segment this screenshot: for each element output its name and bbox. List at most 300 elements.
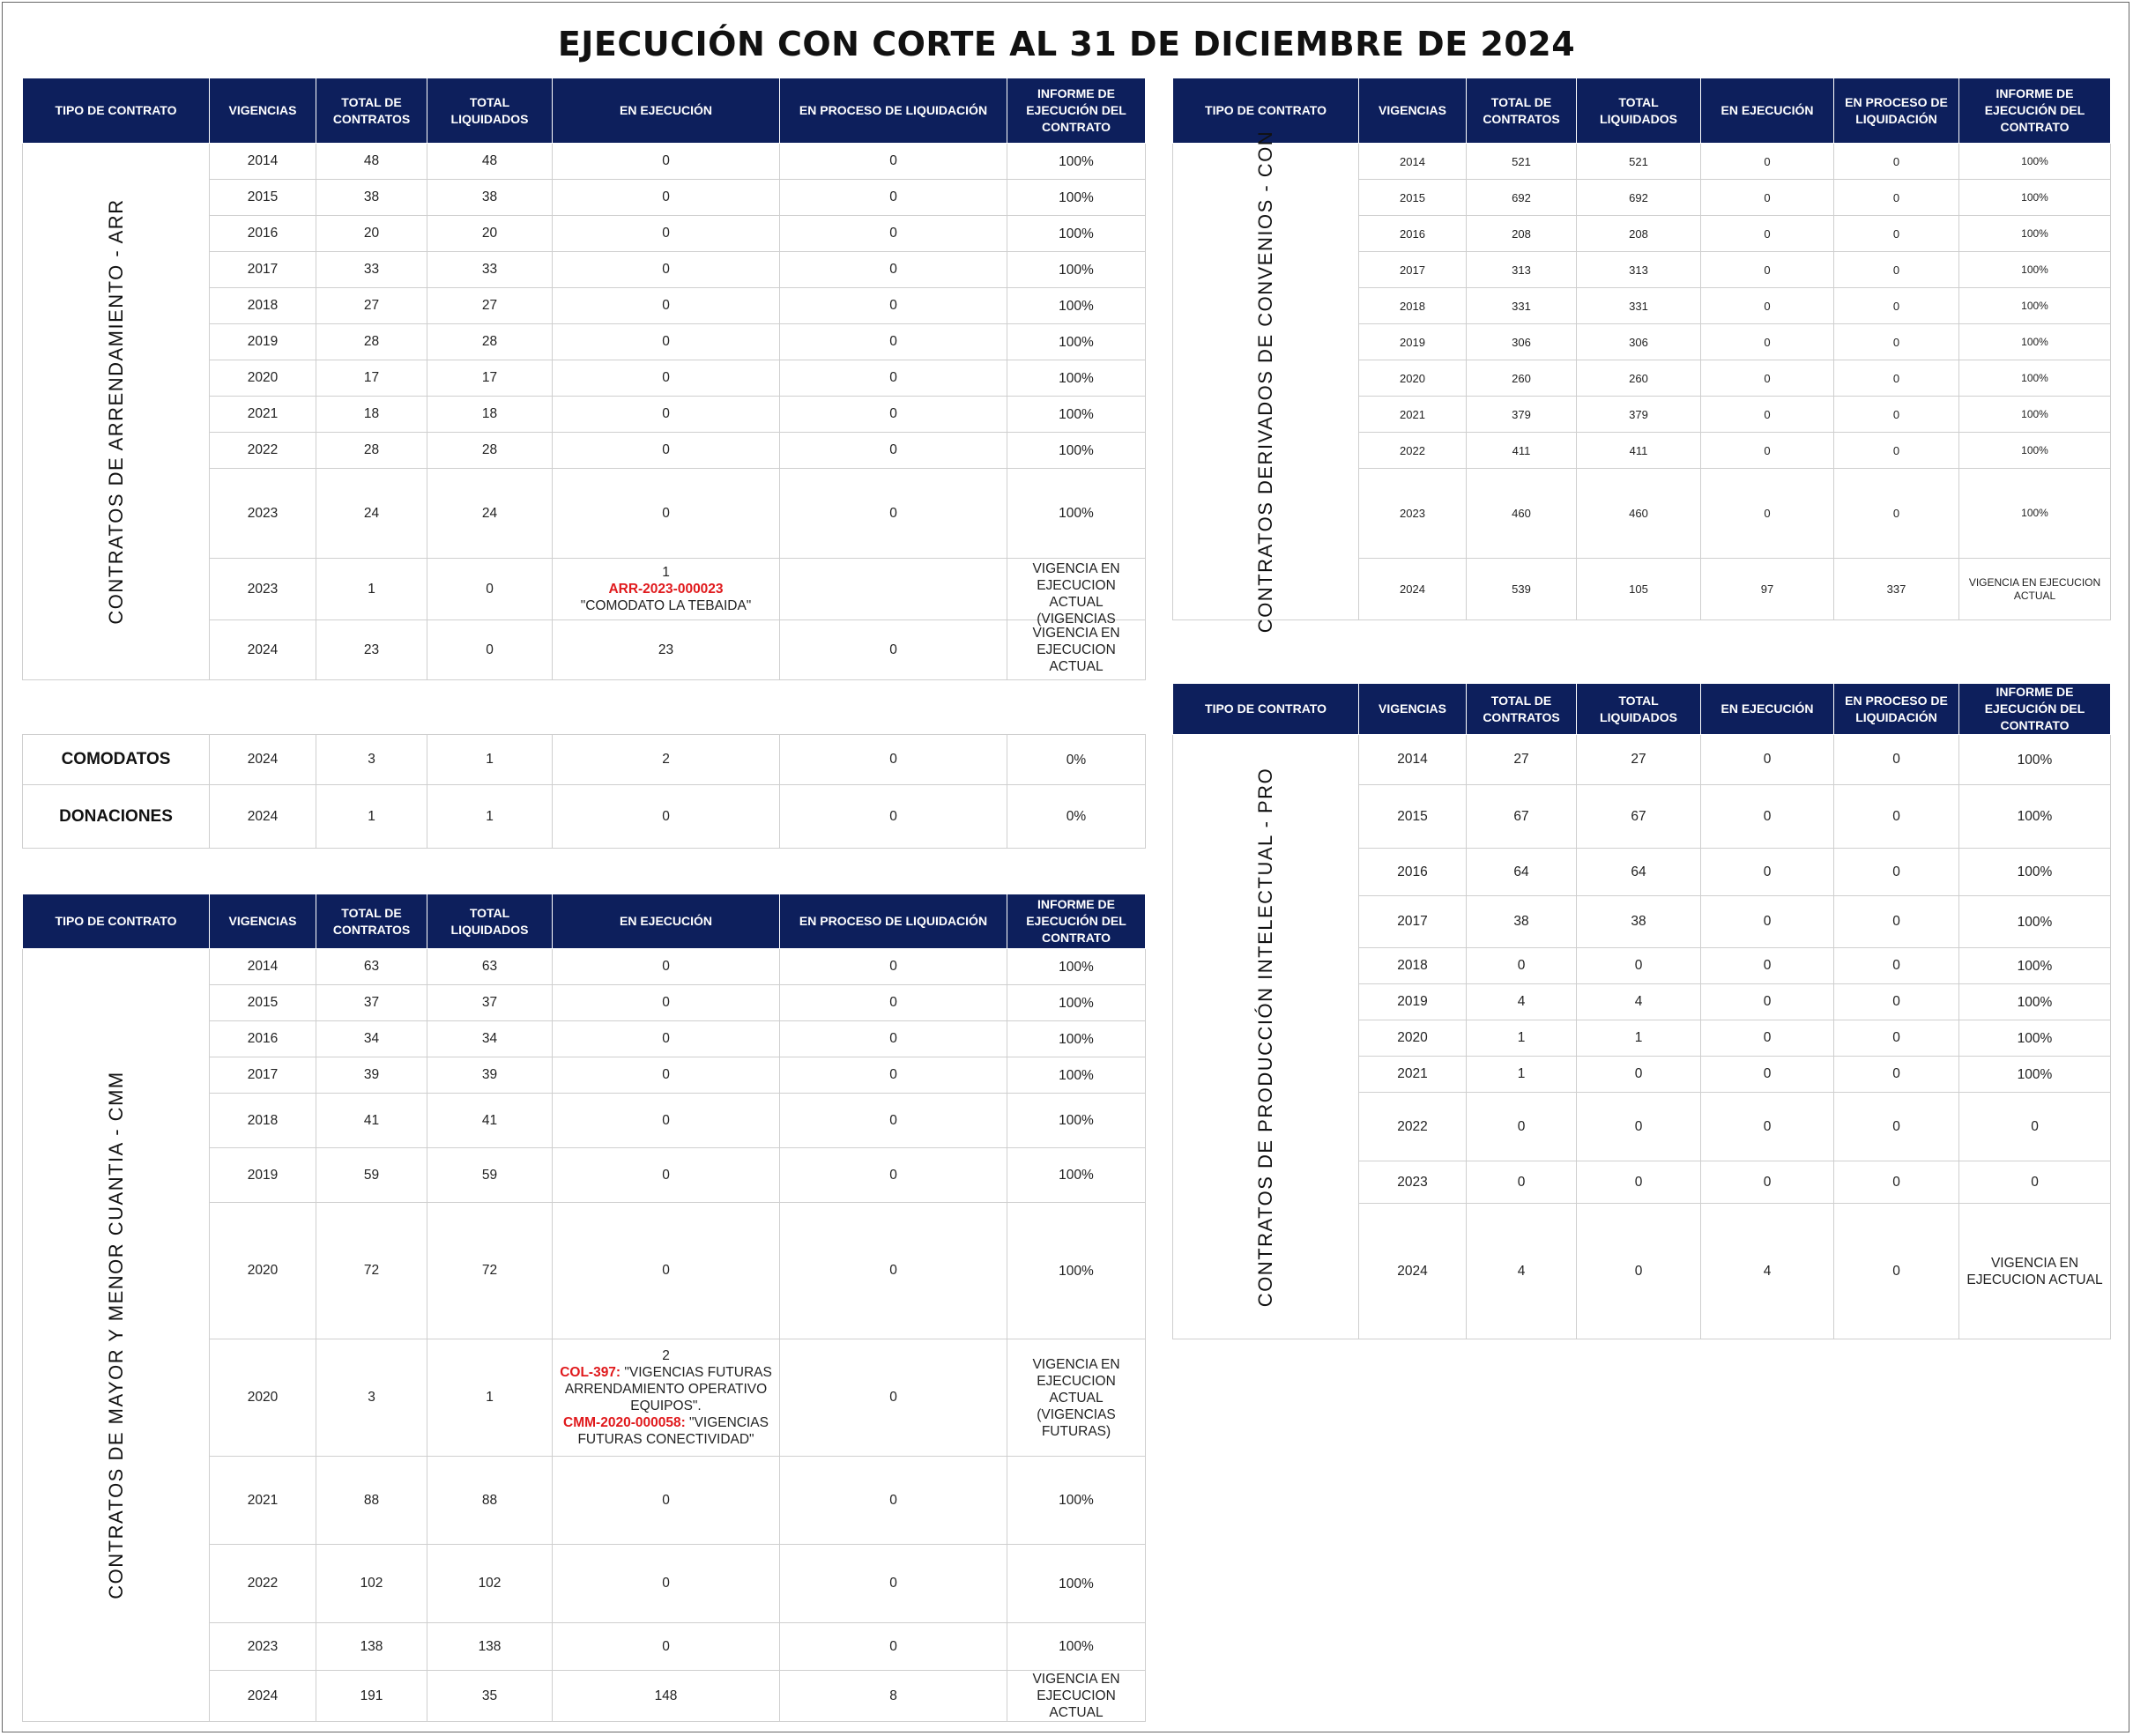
cell-proceso: 0	[780, 1339, 1007, 1457]
cell-ejecucion: 0	[553, 949, 780, 985]
cell-total: 191	[316, 1671, 427, 1722]
header-proceso: EN PROCESO DE LIQUIDACIÓN	[780, 894, 1007, 949]
cell-ejecucion: 0	[1701, 324, 1834, 360]
header-informe: INFORME DE EJECUCIÓN DEL CONTRATO	[1007, 78, 1146, 144]
cell-liquidados: 20	[427, 216, 553, 252]
cell-total: 102	[316, 1545, 427, 1623]
cell-liquidados: 0	[1577, 948, 1701, 984]
cell-ejecucion: 0	[553, 1094, 780, 1148]
cell-informe: 100%	[1959, 288, 2111, 324]
cell-informe: 100%	[1959, 984, 2111, 1020]
header-informe: INFORME DE EJECUCIÓN DEL CONTRATO	[1007, 894, 1146, 949]
cell-proceso: 0	[780, 469, 1007, 559]
cell-ejecucion: 0	[553, 216, 780, 252]
header-ejecucion: EN EJECUCIÓN	[553, 78, 780, 144]
cell-liquidados: 138	[427, 1623, 553, 1671]
header-proceso: EN PROCESO DE LIQUIDACIÓN	[1834, 78, 1959, 144]
cell-informe: 100%	[1959, 216, 2111, 252]
header-total: TOTAL DE CONTRATOS	[316, 894, 427, 949]
cell-liquidados: 379	[1577, 397, 1701, 433]
header-liquidados: TOTAL LIQUIDADOS	[427, 894, 553, 949]
cell-proceso: 0	[780, 1623, 1007, 1671]
cell-proceso: 0	[1834, 849, 1959, 896]
cell-total: 27	[1467, 735, 1577, 785]
cell-ejecucion: 0	[1701, 984, 1834, 1020]
cell-liquidados: 28	[427, 433, 553, 469]
cell-proceso: 0	[780, 360, 1007, 397]
cell-vigencia: 2017	[1359, 252, 1467, 288]
cell-informe: VIGENCIA EN EJECUCION ACTUAL	[1959, 1204, 2111, 1339]
cell-proceso: 0	[780, 216, 1007, 252]
cell-proceso: 0	[780, 252, 1007, 288]
table-row	[23, 785, 1146, 849]
contract-type-cell	[1173, 130, 1359, 634]
cell-ejecucion: 0	[553, 1021, 780, 1057]
cell-informe: 0%	[1007, 785, 1146, 849]
cell-total: 48	[316, 144, 427, 180]
cell-total: 692	[1467, 180, 1577, 216]
table-header-row	[23, 894, 1146, 949]
cmm-table	[22, 894, 1146, 1722]
arr-table	[22, 78, 1146, 680]
cell-ejecucion: 0	[1701, 1161, 1834, 1204]
cell-total: 33	[316, 252, 427, 288]
cell-informe: 100%	[1007, 216, 1146, 252]
cell-informe: 100%	[1007, 324, 1146, 360]
cell-liquidados: 1	[1577, 1020, 1701, 1057]
contract-note: "VIGENCIAS FUTURAS CONECTIVIDAD"	[577, 1415, 769, 1447]
cell-total: 521	[1467, 144, 1577, 180]
cell-informe: 100%	[1959, 433, 2111, 469]
cell-ejecucion: 0	[553, 180, 780, 216]
cell-ejecucion: 0	[553, 144, 780, 180]
cell-proceso: 0	[1834, 785, 1959, 849]
cell-proceso: 8	[780, 1671, 1007, 1722]
cell-informe: 100%	[1007, 1094, 1146, 1148]
table-row	[23, 949, 1146, 985]
cell-total: 1	[316, 785, 427, 849]
contract-type-label: CONTRATOS DERIVADOS DE CONVENIOS - CON	[1254, 130, 1276, 634]
cell-ejecucion: 0	[553, 1057, 780, 1094]
page-title: EJECUCIÓN CON CORTE AL 31 DE DICIEMBRE DE 2024	[557, 25, 1576, 63]
cell-total: 379	[1467, 397, 1577, 433]
cell-ejecucion: 4	[1701, 1204, 1834, 1339]
cell-total: 27	[316, 288, 427, 324]
cell-total: 539	[1467, 559, 1577, 620]
cell-proceso	[780, 559, 1007, 620]
cell-vigencia: 2024	[210, 620, 316, 680]
contract-type-cell	[23, 949, 210, 1722]
cell-liquidados: 38	[427, 180, 553, 216]
cell-ejecucion: 0	[553, 1148, 780, 1203]
cell-liquidados: 105	[1577, 559, 1701, 620]
cell-informe: 100%	[1007, 180, 1146, 216]
cell-proceso: 0	[1834, 1093, 1959, 1161]
cell-total: 4	[1467, 1204, 1577, 1339]
cell-ejecucion: 0	[553, 985, 780, 1021]
cell-ejecucion: 0	[1701, 896, 1834, 948]
cell-informe: 100%	[1007, 360, 1146, 397]
cell-total: 38	[316, 180, 427, 216]
cell-liquidados: 0	[427, 559, 553, 620]
cell-liquidados: 63	[427, 949, 553, 985]
cell-proceso: 0	[780, 397, 1007, 433]
cell-vigencia: 2015	[210, 180, 316, 216]
cell-total: 64	[1467, 849, 1577, 896]
header-total: TOTAL DE CONTRATOS	[316, 78, 427, 144]
cell-informe: 100%	[1959, 1020, 2111, 1057]
cell-vigencia: 2015	[1359, 785, 1467, 849]
cell-total: 63	[316, 949, 427, 985]
cell-total: 0	[1467, 1093, 1577, 1161]
header-vigencias: VIGENCIAS	[1359, 684, 1467, 735]
cell-ejecucion: 0	[553, 469, 780, 559]
cell-liquidados: 1	[427, 785, 553, 849]
cell-total: 37	[316, 985, 427, 1021]
cell-proceso: 0	[780, 180, 1007, 216]
cell-informe: 100%	[1007, 144, 1146, 180]
header-informe: INFORME DE EJECUCIÓN DEL CONTRATO	[1959, 78, 2111, 144]
cell-informe: 100%	[1007, 252, 1146, 288]
cell-liquidados: 39	[427, 1057, 553, 1094]
cell-proceso: 0	[1834, 324, 1959, 360]
contract-code: COL-397:	[560, 1365, 621, 1380]
cell-total: 331	[1467, 288, 1577, 324]
cell-liquidados: 331	[1577, 288, 1701, 324]
cell-vigencia: 2018	[210, 288, 316, 324]
cell-total: 18	[316, 397, 427, 433]
cell-liquidados: 306	[1577, 324, 1701, 360]
cell-informe: VIGENCIA EN EJECUCION ACTUAL	[1959, 559, 2111, 620]
cell-liquidados: 33	[427, 252, 553, 288]
cell-total: 3	[316, 735, 427, 785]
cell-informe: VIGENCIA EN EJECUCION ACTUAL (VIGENCIAS FUTURAS)	[1007, 1339, 1146, 1457]
cell-total: 411	[1467, 433, 1577, 469]
table-header-row	[1173, 78, 2111, 144]
header-informe: INFORME DE EJECUCIÓN DEL CONTRATO	[1959, 684, 2111, 735]
cell-ejecucion: 0	[1701, 469, 1834, 559]
cell-informe: 100%	[1007, 985, 1146, 1021]
cell-ejecucion: 0	[1701, 433, 1834, 469]
contract-type-label: CONTRATOS DE ARRENDAMIENTO - ARR	[104, 198, 127, 625]
cell-vigencia: 2024	[210, 1671, 316, 1722]
cell-liquidados: 411	[1577, 433, 1701, 469]
cell-informe: 100%	[1959, 849, 2111, 896]
cell-ejecucion: 0	[1701, 735, 1834, 785]
cell-proceso: 0	[1834, 896, 1959, 948]
cell-proceso: 0	[1834, 984, 1959, 1020]
cell-liquidados: 48	[427, 144, 553, 180]
cell-proceso: 0	[780, 985, 1007, 1021]
cell-ejecucion: 0	[553, 252, 780, 288]
cell-liquidados: 1	[427, 735, 553, 785]
cell-informe: 100%	[1959, 735, 2111, 785]
cell-liquidados: 1	[427, 1339, 553, 1457]
cell-liquidados: 4	[1577, 984, 1701, 1020]
header-tipo: TIPO DE CONTRATO	[23, 78, 210, 144]
cell-ejecucion: 0	[1701, 252, 1834, 288]
cell-ejecucion: 0	[1701, 849, 1834, 896]
cell-proceso: 0	[780, 1021, 1007, 1057]
header-tipo: TIPO DE CONTRATO	[23, 894, 210, 949]
comodatos-donaciones-table	[22, 734, 1146, 849]
cell-ejecucion: 0	[553, 288, 780, 324]
cell-proceso: 0	[780, 785, 1007, 849]
cell-total: 1	[316, 559, 427, 620]
cell-vigencia: 2021	[210, 397, 316, 433]
cell-ejecucion: 23	[553, 620, 780, 680]
cell-informe: 100%	[1959, 397, 2111, 433]
cell-proceso: 0	[780, 1057, 1007, 1094]
cell-vigencia: 2017	[210, 252, 316, 288]
cell-ejecucion: 0	[1701, 288, 1834, 324]
cell-proceso: 0	[1834, 180, 1959, 216]
cell-informe	[1007, 559, 1146, 627]
cell-proceso: 0	[1834, 469, 1959, 559]
cell-informe: 100%	[1007, 288, 1146, 324]
cell-liquidados: 0	[1577, 1204, 1701, 1339]
cell-proceso: 0	[1834, 360, 1959, 397]
cell-liquidados: 102	[427, 1545, 553, 1623]
pro-table	[1172, 683, 2111, 1339]
cell-total: 0	[1467, 948, 1577, 984]
cell-liquidados: 27	[427, 288, 553, 324]
cell-liquidados: 67	[1577, 785, 1701, 849]
cell-total: 1	[1467, 1057, 1577, 1093]
header-ejecucion: EN EJECUCIÓN	[1701, 78, 1834, 144]
cell-liquidados: 27	[1577, 735, 1701, 785]
con-table	[1172, 78, 2111, 634]
header-proceso: EN PROCESO DE LIQUIDACIÓN	[1834, 684, 1959, 735]
cell-total: 39	[316, 1057, 427, 1094]
cell-vigencia: 2018	[210, 1094, 316, 1148]
contract-type-label: CONTRATOS DE MAYOR Y MENOR CUANTIA - CMM	[104, 1071, 127, 1599]
cell-ejecucion: 0	[1701, 948, 1834, 984]
cell-liquidados: 88	[427, 1457, 553, 1545]
cell-ejecucion: 97	[1701, 559, 1834, 620]
cell-vigencia: 2021	[1359, 1057, 1467, 1093]
contract-code: CMM-2020-000058:	[563, 1415, 686, 1430]
cell-proceso: 0	[1834, 288, 1959, 324]
header-vigencias: VIGENCIAS	[1359, 78, 1467, 144]
cell-informe: VIGENCIA EN EJECUCION ACTUAL	[1007, 1671, 1146, 1722]
cell-informe: 100%	[1959, 469, 2111, 559]
header-total: TOTAL DE CONTRATOS	[1467, 78, 1577, 144]
header-tipo: TIPO DE CONTRATO	[1173, 684, 1359, 735]
cell-liquidados: 72	[427, 1203, 553, 1339]
cell-proceso: 0	[780, 433, 1007, 469]
cell-total: 260	[1467, 360, 1577, 397]
cell-total: 0	[1467, 1161, 1577, 1204]
cell-vigencia: 2018	[1359, 288, 1467, 324]
cell-proceso: 0	[1834, 144, 1959, 180]
cell-ejecucion: 0	[1701, 180, 1834, 216]
cell-ejecucion: 0	[553, 1203, 780, 1339]
contract-type-cell	[1173, 735, 1359, 1339]
cell-total: 28	[316, 433, 427, 469]
cell-ejecucion: 0	[553, 1457, 780, 1545]
cell-vigencia: 2024	[210, 785, 316, 849]
contract-type-label: CONTRATOS DE PRODUCCIÓN INTELECTUAL - PRO	[1254, 767, 1276, 1307]
cell-informe: 100%	[1959, 896, 2111, 948]
cell-ejecucion: 148	[553, 1671, 780, 1722]
cell-proceso: 0	[1834, 252, 1959, 288]
cell-liquidados: 17	[427, 360, 553, 397]
cell-informe: 100%	[1007, 397, 1146, 433]
cell-proceso: 0	[1834, 948, 1959, 984]
table-row	[1173, 735, 2111, 785]
cell-ejecucion: 0	[1701, 360, 1834, 397]
cell-informe: 100%	[1007, 1457, 1146, 1545]
cell-ejecucion: 0	[553, 785, 780, 849]
cell-vigencia: 2023	[1359, 1161, 1467, 1204]
cell-total: 138	[316, 1623, 427, 1671]
ejecucion-count: 2	[662, 1348, 670, 1363]
cell-informe: 100%	[1007, 1623, 1146, 1671]
cell-informe: 100%	[1959, 324, 2111, 360]
cell-proceso: 0	[1834, 433, 1959, 469]
cell-ejecucion: 0	[1701, 1057, 1834, 1093]
cell-proceso: 0	[1834, 397, 1959, 433]
cell-vigencia: 2023	[210, 469, 316, 559]
cell-total: 306	[1467, 324, 1577, 360]
cell-total: 313	[1467, 252, 1577, 288]
cell-vigencia: 2022	[1359, 433, 1467, 469]
cell-informe: 100%	[1959, 360, 2111, 397]
cell-ejecucion: 0	[1701, 785, 1834, 849]
cell-proceso: 0	[780, 1457, 1007, 1545]
cell-ejecucion: 0	[553, 433, 780, 469]
cell-informe: 0	[1959, 1093, 2111, 1161]
cell-liquidados: 24	[427, 469, 553, 559]
cell-liquidados: 28	[427, 324, 553, 360]
cell-vigencia: 2024	[1359, 559, 1467, 620]
header-vigencias: VIGENCIAS	[210, 894, 316, 949]
cell-ejecucion	[553, 1339, 780, 1457]
cell-liquidados: 0	[427, 620, 553, 680]
cell-liquidados: 313	[1577, 252, 1701, 288]
cell-vigencia: 2014	[210, 144, 316, 180]
cell-proceso: 0	[780, 1148, 1007, 1203]
cell-informe: 100%	[1959, 180, 2111, 216]
cell-vigencia: 2023	[210, 559, 316, 620]
cell-total: 460	[1467, 469, 1577, 559]
header-total: TOTAL DE CONTRATOS	[1467, 684, 1577, 735]
cell-ejecucion: 2	[553, 735, 780, 785]
cell-liquidados: 37	[427, 985, 553, 1021]
table-header-row	[23, 78, 1146, 144]
table-header-row	[1173, 684, 2111, 735]
cell-liquidados: 38	[1577, 896, 1701, 948]
cell-vigencia: 2019	[1359, 984, 1467, 1020]
cell-total: 20	[316, 216, 427, 252]
cell-total: 3	[316, 1339, 427, 1457]
cell-proceso: 0	[780, 324, 1007, 360]
informe-text: VIGENCIA EN EJECUCION ACTUAL (VIGENCIAS	[1032, 560, 1120, 627]
cell-informe: VIGENCIA EN EJECUCION ACTUAL	[1007, 620, 1146, 680]
cell-proceso: 0	[1834, 216, 1959, 252]
cell-ejecucion: 0	[553, 360, 780, 397]
header-proceso: EN PROCESO DE LIQUIDACIÓN	[780, 78, 1007, 144]
cell-vigencia: 2023	[1359, 469, 1467, 559]
donaciones-label: DONACIONES	[23, 785, 210, 849]
cell-liquidados: 521	[1577, 144, 1701, 180]
cell-ejecucion: 0	[553, 1623, 780, 1671]
header-liquidados: TOTAL LIQUIDADOS	[427, 78, 553, 144]
cell-proceso: 0	[780, 949, 1007, 985]
cell-informe: 100%	[1007, 1203, 1146, 1339]
cell-vigencia: 2016	[1359, 216, 1467, 252]
header-ejecucion: EN EJECUCIÓN	[1701, 684, 1834, 735]
cell-total: 59	[316, 1148, 427, 1203]
cell-vigencia: 2019	[210, 324, 316, 360]
cell-proceso: 0	[780, 1094, 1007, 1148]
cell-vigencia: 2022	[210, 433, 316, 469]
cell-ejecucion: 0	[1701, 1093, 1834, 1161]
table-row	[23, 144, 1146, 180]
cell-vigencia: 2024	[210, 735, 316, 785]
header-ejecucion: EN EJECUCIÓN	[553, 894, 780, 949]
cell-total: 34	[316, 1021, 427, 1057]
cell-informe: 100%	[1007, 1545, 1146, 1623]
cell-proceso: 0	[1834, 1057, 1959, 1093]
cell-liquidados: 64	[1577, 849, 1701, 896]
cell-vigencia: 2022	[210, 1545, 316, 1623]
cell-informe: 100%	[1007, 1148, 1146, 1203]
cell-total: 24	[316, 469, 427, 559]
cell-proceso: 0	[780, 144, 1007, 180]
cell-vigencia: 2017	[210, 1057, 316, 1094]
table-row	[1173, 144, 2111, 180]
cell-proceso: 0	[780, 1203, 1007, 1339]
cell-informe: 0%	[1007, 735, 1146, 785]
cell-vigencia: 2016	[210, 216, 316, 252]
cell-total: 38	[1467, 896, 1577, 948]
cell-total: 1	[1467, 1020, 1577, 1057]
cell-liquidados: 460	[1577, 469, 1701, 559]
cell-total: 67	[1467, 785, 1577, 849]
cell-vigencia: 2015	[210, 985, 316, 1021]
cell-ejecucion: 0	[1701, 397, 1834, 433]
cell-liquidados: 34	[427, 1021, 553, 1057]
cell-vigencia: 2022	[1359, 1093, 1467, 1161]
ejecucion-count: 1	[662, 565, 670, 580]
contract-code: ARR-2023-000023	[608, 582, 724, 597]
cell-proceso: 0	[780, 1545, 1007, 1623]
cell-liquidados: 18	[427, 397, 553, 433]
header-vigencias: VIGENCIAS	[210, 78, 316, 144]
cell-proceso: 0	[1834, 1020, 1959, 1057]
cell-ejecucion: 0	[553, 397, 780, 433]
table-row	[23, 735, 1146, 785]
cell-ejecucion: 0	[553, 1545, 780, 1623]
cell-vigencia: 2015	[1359, 180, 1467, 216]
cell-proceso: 0	[780, 288, 1007, 324]
cell-ejecucion: 0	[553, 324, 780, 360]
header-tipo: TIPO DE CONTRATO	[1173, 78, 1359, 144]
cell-vigencia: 2019	[210, 1148, 316, 1203]
cell-liquidados: 59	[427, 1148, 553, 1203]
cell-total: 72	[316, 1203, 427, 1339]
cell-informe: 0	[1959, 1161, 2111, 1204]
cell-informe: 100%	[1007, 433, 1146, 469]
cell-informe: 100%	[1959, 785, 2111, 849]
contract-note: "COMODATO LA TEBAIDA"	[580, 598, 752, 613]
cell-informe: 100%	[1959, 948, 2111, 984]
cell-vigencia: 2020	[210, 360, 316, 397]
cell-liquidados: 0	[1577, 1161, 1701, 1204]
cell-proceso: 0	[780, 735, 1007, 785]
